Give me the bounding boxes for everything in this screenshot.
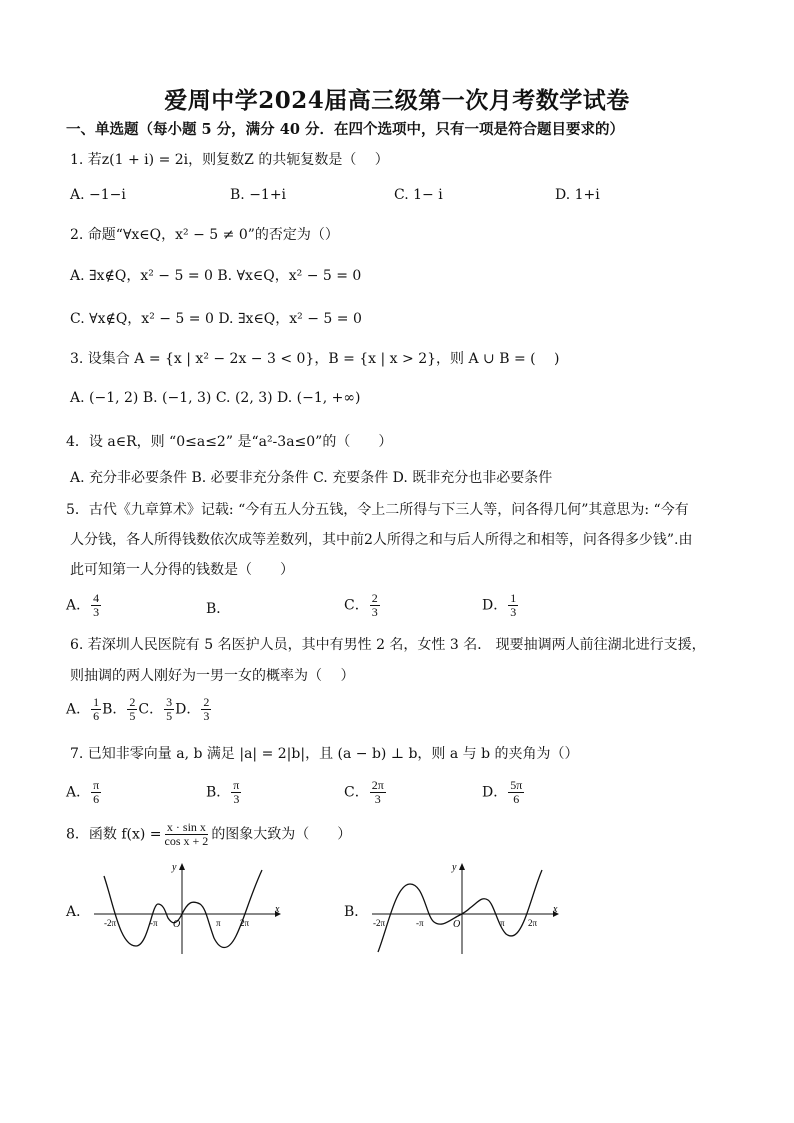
graph-a-origin: O: [173, 919, 181, 930]
q8-option-b-label: B．: [344, 904, 369, 920]
q2-options-cd: C. ∀x∉Q，x² − 5 = 0 D. ∃x∈Q，x² − 5 = 0: [70, 311, 362, 327]
q7-option-c: [344, 779, 387, 806]
q8-stem-prefix: 8．函数 f(x) =: [66, 826, 162, 843]
q7-a-numerator: π: [93, 778, 100, 792]
q2-stem: 2. 命题“∀x∈Q，x² − 5 ≠ 0”的否定为（）: [70, 227, 339, 243]
q6-option-c-label: C．: [138, 701, 164, 718]
q7-option-a-fraction: [91, 779, 101, 806]
q6-option-a-label: A．: [66, 701, 91, 718]
graph-a-y-label: y: [172, 862, 177, 873]
q6-option-d-label: D．: [175, 701, 201, 718]
graph-a-x-label: x: [275, 904, 280, 915]
q5-d-denominator: 3: [510, 605, 517, 619]
q7-option-b-label: B．: [206, 784, 231, 801]
exam-title: 爱周中学2024届高三级第一次月考数学试卷: [164, 87, 630, 114]
q6-option-a-fraction: [91, 696, 101, 723]
q6-option-c-fraction: [164, 696, 174, 723]
q5-a-denominator: 3: [93, 605, 100, 619]
q7-option-d: [482, 779, 525, 806]
graph-b-curve: [378, 870, 542, 952]
q8-option-a-label: A．: [66, 904, 91, 920]
q3-stem: 3. 设集合 A = {x | x² − 2x − 3 < 0}，B = {x | x > 2}，则 A ∪ B = ( ): [70, 351, 560, 367]
graph-b-y-arrow: [459, 863, 465, 870]
q7-option-c-fraction: [370, 779, 386, 806]
q5-option-a: [66, 592, 102, 619]
q5-option-b: B．: [206, 601, 231, 617]
q7-b-denominator: 3: [233, 792, 240, 806]
graph-a-tick-neg2pi: -2π: [104, 918, 117, 928]
q8-numerator: x · sin x: [166, 820, 206, 834]
q5-option-c-label: C．: [344, 597, 369, 614]
q6-options: [66, 696, 212, 723]
graph-a-curve: [104, 870, 262, 948]
q6-option-d-fraction: [201, 696, 211, 723]
q6-d-denominator: 3: [203, 709, 210, 723]
q2-options-ab: A. ∃x∉Q，x² − 5 = 0 B. ∀x∈Q，x² − 5 = 0: [70, 268, 362, 284]
q5-c-numerator: 2: [371, 591, 378, 605]
q4-options: A. 充分非必要条件 B. 必要非充分条件 C. 充要条件 D. 既非充分也非必要条件: [70, 470, 553, 486]
q4-stem: 4．设 a∈R，则 “0≤a≤2” 是“a²-3a≤0”的（ ）: [66, 434, 393, 450]
graph-b-origin: O: [453, 919, 461, 930]
q5-line-2: 人分钱，各人所得钱数依次成等差数列，其中前2人所得之和与后人所得之和相等，问各得多少钱”.由: [70, 532, 693, 548]
q1-option-c: C. 1− i: [394, 187, 443, 203]
graph-b-tick-2pi: 2π: [528, 918, 538, 928]
q7-d-numerator: 5π: [510, 778, 523, 792]
q8-stem-suffix: 的图象大致为（ ）: [211, 826, 352, 843]
q5-line-1: 5．古代《九章算术》记载: “今有五人分五钱，令上二所得与下三人等，问各得几何”其意思为: “今有: [66, 502, 689, 518]
q6-a-denominator: 6: [93, 709, 100, 723]
q5-d-numerator: 1: [510, 591, 517, 605]
q7-stem: 7. 已知非零向量 a, b 满足 |a| = 2|b|，且 (a − b) ⊥ b，则 a 与 b 的夹角为（）: [70, 746, 579, 762]
q7-option-a-label: A．: [66, 784, 91, 801]
graph-a-y-arrow: [179, 863, 185, 870]
q8-graph-b: [370, 856, 560, 956]
graph-b-x-label: x: [553, 904, 558, 915]
q7-c-denominator: 3: [374, 792, 381, 806]
q6-line-1: 6. 若深圳人民医院有 5 名医护人员，其中有男性 2 名，女性 3 名． 现要抽调两人前往湖北进行支援，: [70, 637, 706, 653]
q7-option-c-label: C．: [344, 784, 369, 801]
section-heading: 一、单选题（每小题 5 分，满分 40 分．在四个选项中，只有一项是符合题目要求的）: [66, 121, 624, 138]
q1-option-d: D. 1+i: [555, 187, 600, 203]
q6-b-denominator: 5: [129, 709, 136, 723]
q6-option-b-label: B．: [102, 701, 127, 718]
q5-line-3: 此可知第一人分得的钱数是（ ）: [70, 562, 294, 578]
graph-a-tick-2pi: 2π: [240, 918, 250, 928]
q8-graph-a: [92, 856, 282, 956]
q7-option-d-fraction: [508, 779, 524, 806]
q1-option-b: B. −1+i: [230, 187, 287, 203]
q6-b-numerator: 2: [129, 695, 136, 709]
q8-stem: [66, 821, 351, 848]
q5-option-c: [344, 592, 381, 619]
graph-b-tick-negpi: -π: [416, 918, 424, 928]
q1-stem: 1. 若z(1 + i) = 2i，则复数Z 的共轭复数是（ ）: [70, 152, 389, 168]
q5-c-denominator: 3: [371, 605, 378, 619]
q5-option-d: [482, 592, 519, 619]
q7-option-b: [206, 779, 242, 806]
graph-b-tick-pi: π: [500, 918, 505, 928]
graph-a-tick-negpi: -π: [150, 918, 158, 928]
graph-b-tick-neg2pi: -2π: [373, 918, 386, 928]
q5-a-numerator: 4: [93, 591, 100, 605]
q1-option-a: A. −1−i: [70, 187, 126, 203]
q8-function-fraction: [163, 821, 211, 848]
graph-b-y-label: y: [452, 862, 457, 873]
q7-option-d-label: D．: [482, 784, 508, 801]
q6-c-numerator: 3: [166, 695, 173, 709]
q5-option-d-fraction: [508, 592, 518, 619]
q7-d-denominator: 6: [513, 792, 520, 806]
q6-c-denominator: 5: [166, 709, 173, 723]
q6-d-numerator: 2: [203, 695, 210, 709]
q7-b-numerator: π: [233, 778, 240, 792]
q6-option-b-fraction: [127, 696, 137, 723]
q7-option-b-fraction: [231, 779, 241, 806]
q6-line-2: 则抽调的两人刚好为一男一女的概率为（ ）: [70, 668, 355, 684]
q6-a-numerator: 1: [93, 695, 100, 709]
q5-option-c-fraction: [370, 592, 380, 619]
q8-denominator: cos x + 2: [164, 834, 209, 848]
q5-option-a-label: A．: [66, 597, 91, 614]
q5-option-a-fraction: [91, 592, 101, 619]
q7-option-a: [66, 779, 102, 806]
q5-option-d-label: D．: [482, 597, 508, 614]
graph-a-tick-pi: π: [216, 918, 221, 928]
q7-c-numerator: 2π: [371, 778, 384, 792]
q3-options: A. (−1, 2) B. (−1, 3) C. (2, 3) D. (−1, +∞): [70, 390, 361, 406]
q7-a-denominator: 6: [93, 792, 100, 806]
